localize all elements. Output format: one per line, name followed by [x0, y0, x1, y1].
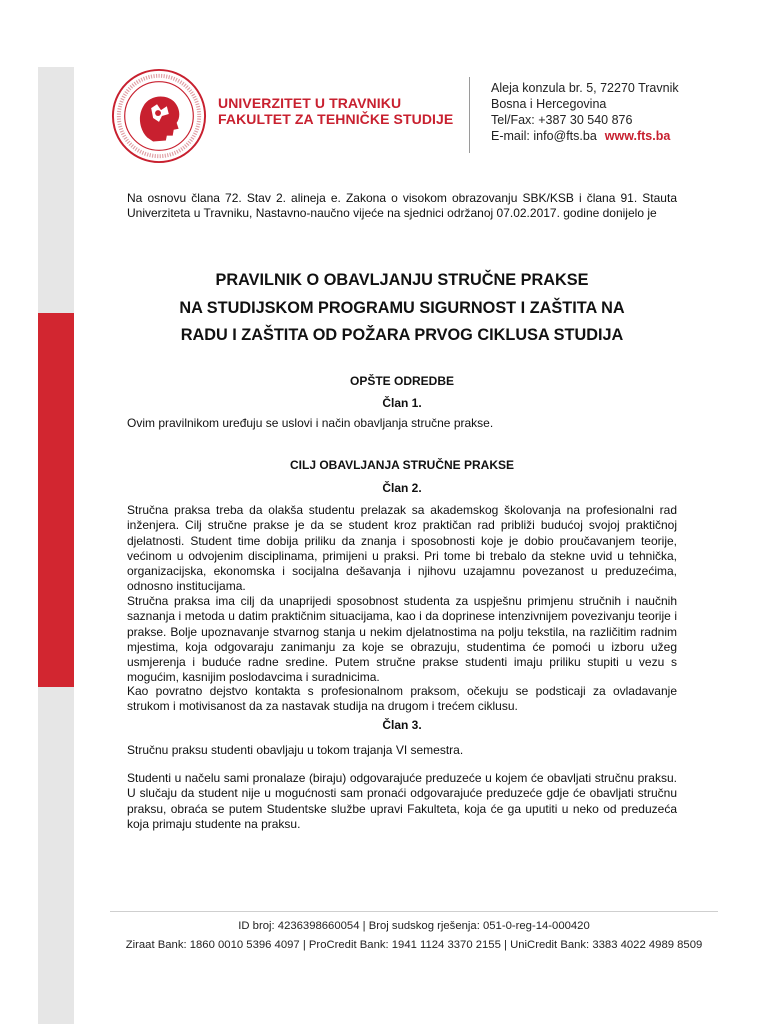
address: Aleja konzula br. 5, 72270 Travnik — [491, 81, 679, 95]
telfax: Tel/Fax: +387 30 540 876 — [491, 113, 633, 127]
article2-paragraph3: Kao povratno dejstvo kontakta s profesionalnom praksom, očekuju se podsticaji za ovladavanje strukom i motivisanost da za nastavak studija na drugom i trećem ciklusu. — [127, 684, 677, 714]
sidebar-red-band — [38, 313, 74, 687]
sidebar-grey-top — [38, 67, 74, 313]
email-line — [491, 128, 679, 144]
article3-heading: Član 3. — [382, 718, 422, 732]
website-link[interactable]: www.fts.ba — [604, 129, 671, 143]
section2-heading: CILJ OBAVLJANJA STRUČNE PRAKSE — [289, 458, 515, 472]
university-name-line1: UNIVERZITET U TRAVNIKU — [218, 95, 402, 111]
section1-heading: OPŠTE ODREDBE — [349, 374, 454, 388]
region: Bosna i Hercegovina — [491, 97, 607, 111]
title-line2: NA STUDIJSKOM PROGRAMU SIGURNOST I ZAŠTITA NA — [179, 298, 625, 317]
preamble: Na osnovu člana 72. Stav 2. alineja e. Zakona o visokom obrazovanju SBK/KSB i člana 91. Stauta Univerziteta u Travniku, Nastavno-naučno vijeće na sjednici održanoj 07.02.2017. godine donijelo je — [127, 191, 677, 221]
footer-banks: Ziraat Bank: 1860 0010 5396 4097 | ProCredit Bank: 1941 1124 3370 2155 | UniCredit Bank: 3383 4022 4989 8509 — [125, 939, 703, 951]
email: E-mail: info@fts.ba — [491, 129, 597, 143]
university-name — [218, 95, 453, 127]
university-logo — [110, 67, 208, 165]
document-title — [110, 267, 694, 350]
article3-paragraph2: Studenti u načelu sami pronalaze (biraju) odgovarajuće preduzeće u kojem će obavljati stručnu praksu. U slučaju da student nije u mogućnosti sam pronaći odgovarajuće preduzeće gdje će obavljati stručnu praksu, obraća se putem Studentske službe upravi Fakulteta, koja će ga uputiti u neko od preduzeća koja primaju studente na praksu. — [127, 771, 677, 831]
contact-block — [491, 80, 679, 144]
article2-heading: Član 2. — [382, 481, 422, 495]
faculty-name: FAKULTET ZA TEHNIČKE STUDIJE — [218, 111, 454, 127]
article1-heading: Član 1. — [382, 396, 422, 410]
footer-ids: ID broj: 4236398660054 | Broj sudskog rješenja: 051-0-reg-14-000420 — [238, 920, 590, 932]
title-line3: RADU I ZAŠTITA OD POŽARA PRVOG CIKLUSA STUDIJA — [180, 326, 624, 344]
sidebar-grey-bottom — [38, 687, 74, 1024]
article2-paragraph1: Stručna praksa treba da olakša studentu prelazak sa akademskog školovanja na profesionalni rad inženjera. Cilj stručne prakse je da se student kroz praktičan rad približi budućoj svojoj praktičnoj djelatnosti. Student time dobija priliku da znanja i sposobnosti koje je dobio proučavanjem teorije, većinom u odvojenim disciplinama, primijeni u praksi. Pri tome bi trebalo da stekne uvid u tehnička, organizacijska, ekonomska i socijalna dešavanja i njihovu uzajamnu povezanost u preduzećima, odnosno institucijama. — [127, 503, 677, 594]
title-line1: PRAVILNIK O OBAVLJANJU STRUČNE PRAKSE — [215, 271, 589, 289]
article1-text: Ovim pravilnikom uređuju se uslovi i način obavljanja stručne prakse. — [127, 416, 494, 430]
article3-paragraph1: Stručnu praksu studenti obavljaju u tokom trajanja VI semestra. — [127, 743, 464, 757]
article2-paragraph2: Stručna praksa ima cilj da unaprijedi sposobnost studenta za uspješnu primjenu stručnih i naučnih saznanja i metoda u datim praktičnim situacijama, kao i da doprinese intenzivnijem povezivanju teorije i prakse. Bolje upoznavanje stvarnog stanja u nekim djelatnostima na polju tekstila, na različitim radnim mjestima, koja odgovaraju zanimanju za koje se obrazuju, studentima će pomoći u izboru užeg usmjerenja i buduće radne sredine. Putem stručne prakse studenti imaju priliku stupiti u vezu s mogućim, kasnijim poslodavcima i suradnicima. — [127, 594, 677, 685]
footer-divider — [110, 911, 718, 912]
header-divider — [469, 77, 470, 153]
